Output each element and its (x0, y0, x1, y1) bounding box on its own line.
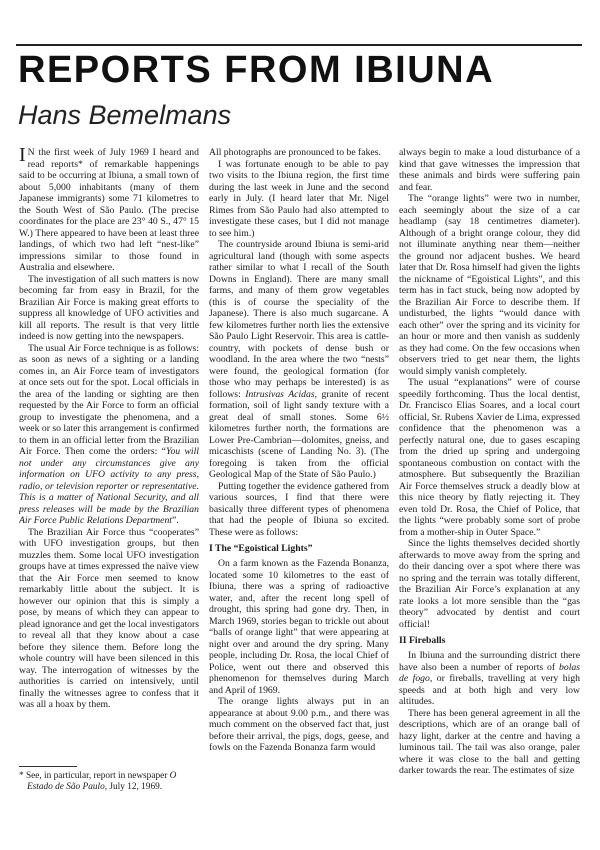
paragraph: The investigation of all such matters is now becoming far from easy in Brazil, for the Brazilian Air Force is making great efforts to suppress all knowledge of UFO activities and kill all reports. The result is that very little indeed is now getting into the newspapers. (19, 273, 199, 342)
paragraph: Since the lights themselves decided shortly afterwards to move away from the spring and do their dancing over a spot where there was no spring and the terrain was totally different, the Brazilian Air Force’s explanation at any rate looks a lot more sensible than the “gas theory” advocated by dentist and court official! (399, 538, 580, 630)
paragraph: The orange lights always put in an appearance at about 9.00 p.m., and there was much comment on the observed fact that, just before their arrival, the pigs, dogs, geese, and fowls on the Fazenda Bonanza farm would (209, 696, 389, 753)
paragraph: The usual Air Force technique is as follows: as soon as news of a sighting or a landing comes in, an Air Force team of investigators at once sets out for the spot. Local officials in the area of the landing or sighting are then requested by the Air Force to form an official group to investigate the phenomena, and a week or so later this arrangement is confirmed to them in an official letter from the Brazilian Air Force. Then come the orders: “You will not under any circumstances give any information on UFO activity to any press, radio, or television reporter or representative. This is a matter of National Security, and all press releases will be made by the Brazilian Air Force Public Relations Department”. (19, 342, 199, 526)
column-3 (399, 147, 580, 837)
section-heading-egoistical-lights: I The “Egoistical Lights” (209, 543, 313, 554)
geology-term: Intrusivas Acidas (245, 388, 315, 400)
paragraph: The “orange lights” were two in number, each seemingly about the size of a car headlamp (say 18 centimetres diameter). Although of a bright orange colour, they did not illuminate anything near them—neither the ground nor adjacent bushes. We heard later that Dr. Rosa himself had given the lights the nickname of “Egoistical Lights”, and this term has in fact stuck, being now adopted by the Brazilian Air Force to describe them. If undisturbed, the lights “would dance with each other” over the spring and its vicinity for an hour or more and then vanish as suddenly as they had come. On the few occasions when observers tried to get near them, the lights would simply vanish completely. (399, 193, 580, 377)
air-force-order-quote: You will not under any circumstances give any information on UFO activity to any press, radio, or television reporter or representative. This is a matter of National Security, and all press releases will be made by the Brazilian Air Force Public Relations Department (19, 446, 199, 526)
paragraph: always begin to make a loud disturbance of a kind that gave witnesses the impression that these animals and birds were suffering pain and fear. (399, 147, 580, 193)
paragraph: The usual “explanations” were of course speedily forthcoming. Thus the local dentist, Dr. Francisco Elias Soares, and a local court official, Sr. Rubens Xavier de Lima, expressed confidence that the phenomenon was a perfectly natural one, due to gases escaping from the dried up spring and undergoing spontaneous combustion on contact with the atmosphere. But subsequently the Brazilian Air Force themselves struck a deadly blow at this nice theory by flatly rejecting it. They even told Dr. Rosa, the Chief of Police, that the lights “were probably some sort of probe from a mother-ship in Outer Space.” (399, 377, 580, 538)
column-2 (209, 147, 389, 837)
paragraph: There has been general agreement in all the descriptions, which are of an orange ball of hazy light, darker at the centre and having a luminous tail. The tail was also orange, paler where it was close to the ball and getting darker towards the rear. The estimates of size (399, 707, 580, 776)
paragraph: Putting together the evidence gathered from various sources, I find that there were basically three different types of phenomena that had the people of Ibiuna so excited. These were as follows: (209, 480, 389, 538)
paragraph: In Ibiuna and the surrounding district there have also been a number of reports of bolas de fogo, or fireballs, travelling at very high speeds and at both high and very low altitudes. (399, 650, 580, 707)
author-byline: Hans Bemelmans (18, 100, 232, 130)
drop-cap: I (19, 147, 26, 166)
column-1 (19, 147, 199, 759)
paragraph: The countryside around Ibiuna is semi-arid agricultural land (though with some aspects rather similar to what I recall of the South Downs in England). There are many small farms, and many of them grow vegetables (this is of course the speciality of the Japanese). There is also much sugarcane. A few kilometres further north lies the extensive São Paulo Light Reservoir. This area is cattle-country, with pockets of dense bush or woodland. In the area where the two “nests” were found, the geological formation (for those who may perhaps be interested) is as follows: Intrusivas Acidas, granite of recent formation, soil of light sandy texture with a great deal of small stones. Some 6½ kilometres further north, the formations are Lower Pre-Cambrian—dolomites, gneiss, and micaschists (scene of Landing No. 3). (The foregoing is taken from the official Geological Map of the State of São Paulo.) (209, 239, 389, 480)
paragraph: I N the first week of July 1969 I heard and read reports* of remarkable happenings said to be occurring at Ibiuna, a small town of about 5,000 inhabitants (many of them Japanese immigrants) some 71 kilometres to the South West of São Paulo. (The precise coordinates for the place are 23° 40 S., 47° 15 W.) There appeared to have been at least three landings, of which two had left “nest-like” impressions similar to those found in Australia and elsewhere. (19, 147, 199, 273)
footnote-source: O Estado de São Paulo (27, 771, 177, 793)
paragraph: I was fortunate enough to be able to pay two visits to the Ibiuna region, the first time during the last week in June and the second early in July. (I heard later that Mr. Nigel Rimes from São Paulo had also attempted to investigate these cases, but I did not manage to see him.) (209, 158, 389, 239)
section-heading-fireballs: II Fireballs (399, 635, 446, 646)
paragraph: The Brazilian Air Force thus “cooperates” with UFO investigation groups, but then muzzles them. Some local UFO investigation groups have at times expressed the naïve view that the Air Force men seemed to know remarkably little about the subject. It is however our opinion that this is simply a pose, by means of which they can appear to plead ignorance and get the local investigators to reveal all that they know about a case before they silence them. Before long the whole country will have been silenced in this way. The interrogation of witnesses by the authorities is carried on intensively, until finally the witnesses agree to confess that it was all a hoax by them. (19, 526, 199, 710)
footnote-rule (19, 766, 77, 767)
header-rule (16, 44, 582, 46)
portuguese-term: bolas de fogo (399, 661, 580, 684)
article-title: REPORTS FROM IBIUNA (18, 49, 495, 91)
paragraph: On a farm known as the Fazenda Bonanza, located some 10 kilometres to the east of Ibiuna, there was a spring of radioactive water, and, after the recent long spell of drought, this spring had gone dry. Then, in March 1969, stories began to trickle out about “balls of orange light” that were appearing at night over and around the dry spring. Many people, including Dr. Rosa, the local Chief of Police, went out there and observed this phenomenon for themselves during March and April of 1969. (209, 558, 389, 696)
footnote: * See, in particular, report in newspaper O Estado de São Paulo, July 12, 1969. (19, 771, 177, 793)
paragraph: All photographs are pronounced to be fakes. (209, 147, 381, 158)
